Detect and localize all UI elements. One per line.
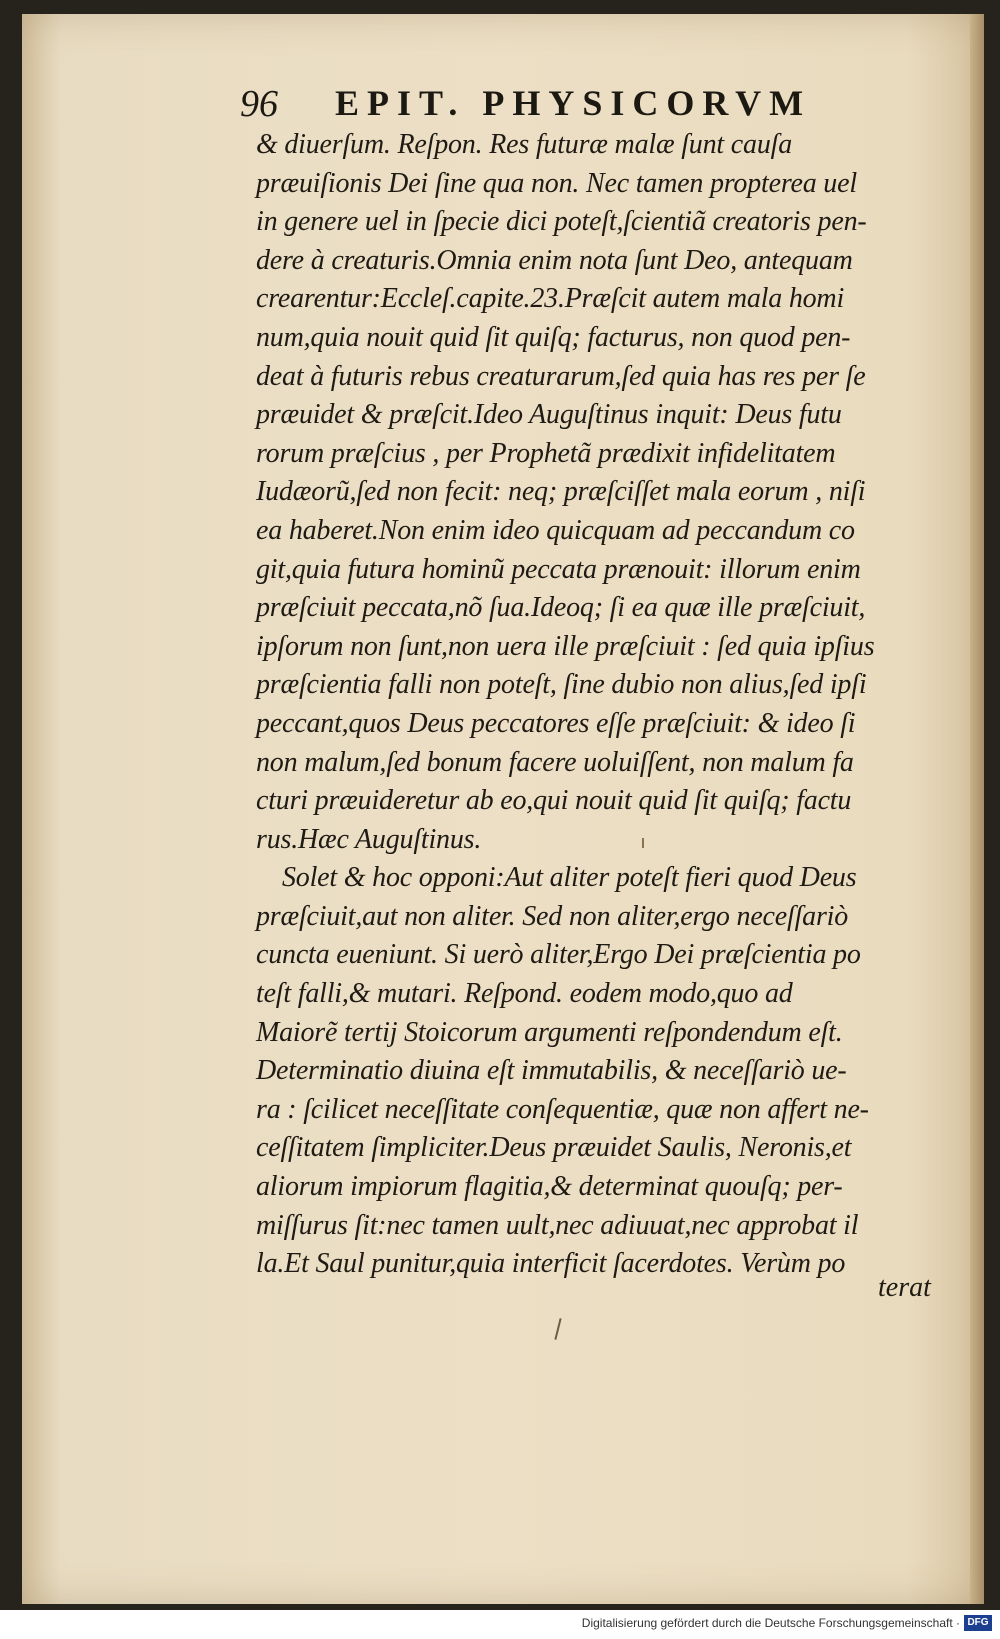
ink-mark bbox=[642, 838, 644, 848]
page-edge bbox=[970, 14, 984, 1604]
dfg-logo: DFG bbox=[964, 1615, 992, 1631]
text-line: ra : ſcilicet neceſſitate conſequentiæ, quæ non affert ne- bbox=[256, 1093, 869, 1125]
text-line: Iudæorũ,ſed non fecit: neq; præſciſſet mala eorum , niſi bbox=[256, 476, 866, 508]
text-line: miſſurus ſit:nec tamen uult,nec adiuuat,nec approbat il bbox=[256, 1209, 859, 1241]
text-line: præſciuit,aut non aliter. Sed non aliter,ergo neceſſariò bbox=[256, 900, 849, 932]
paragraph-start-line: Solet & hoc opponi:Aut aliter poteſt fieri quod Deus bbox=[282, 862, 857, 894]
text-line: aliorum impiorum flagitia,& determinat quouſq; per- bbox=[256, 1171, 843, 1203]
text-line: cuncta eueniunt. Si uerò aliter,Ergo Dei præſcientia po bbox=[256, 939, 861, 971]
text-line: la.Et Saul punitur,quia interficit ſacerdotes. Verùm po bbox=[256, 1248, 846, 1280]
text-line: ceſſitatem ſimpliciter.Deus præuidet Saulis, Neronis,et bbox=[256, 1132, 852, 1164]
text-line: præſcientia falli non poteſt, ſine dubio non alius,ſed ipſi bbox=[256, 669, 867, 701]
text-line: dere à creaturis.Omnia enim nota ſunt Deo, antequam bbox=[256, 244, 853, 276]
text-line: crearentur:Eccleſ.capite.23.Præſcit autem mala homi bbox=[256, 283, 845, 315]
text-line: peccant,quos Deus peccatores eſſe præſciuit: & ideo ſi bbox=[256, 707, 856, 739]
text-line: Determinatio diuina eſt immutabilis, & neceſſariò ue- bbox=[256, 1055, 847, 1087]
text-line: præſciuit peccata,nõ ſua.Ideoq; ſi ea quæ ille præſciuit, bbox=[256, 592, 866, 624]
text-line: git,quia futura hominũ peccata prænouit: illorum enim bbox=[256, 553, 861, 585]
text-line: rorum præſcius , per Prophetã prædixit infidelitatem bbox=[256, 437, 836, 469]
text-line: rus.Hæc Auguſtinus. bbox=[256, 823, 482, 855]
text-line: & diuerſum. Reſpon. Res futuræ malæ ſunt cauſa bbox=[256, 129, 792, 160]
footer-bar bbox=[0, 1610, 1000, 1639]
text-line: præuiſionis Dei ſine qua non. Nec tamen propterea uel bbox=[256, 167, 857, 199]
text-line: teſt falli,& mutari. Reſpond. eodem modo,quo ad bbox=[256, 978, 793, 1010]
catchword: terat bbox=[878, 1272, 931, 1303]
text-line: Maiorẽ tertij Stoicorum argumenti reſpondendum eſt. bbox=[256, 1016, 843, 1048]
text-line: deat à futuris rebus creaturarum,ſed quia has res per ſe bbox=[256, 360, 866, 392]
body-text bbox=[256, 126, 956, 1284]
page-number: 96 bbox=[240, 83, 278, 125]
running-title: EPIT. PHYSICORVM bbox=[335, 83, 812, 123]
text-line: cturi præuideretur ab eo,qui nouit quid ſit quiſq; factu bbox=[256, 785, 852, 817]
text-line: num,quia nouit quid ſit quiſq; facturus, non quod pen- bbox=[256, 321, 851, 353]
page-header bbox=[240, 82, 860, 126]
digitization-credit: Digitalisierung gefördert durch die Deutsche Forschungsgemeinschaft · bbox=[581, 1616, 960, 1630]
text-line: ipſorum non ſunt,non uera ille præſciuit : ſed quia ipſius bbox=[256, 630, 875, 662]
text-line: ea haberet.Non enim ideo quicquam ad peccandum co bbox=[256, 514, 855, 546]
text-line: præuidet & præſcit.Ideo Auguſtinus inquit: Deus futu bbox=[256, 399, 842, 431]
text-line: in genere uel in ſpecie dici poteſt,ſcientiã creatoris pen- bbox=[256, 206, 867, 238]
text-line: non malum,ſed bonum facere uoluiſſent, non malum fa bbox=[256, 746, 854, 778]
